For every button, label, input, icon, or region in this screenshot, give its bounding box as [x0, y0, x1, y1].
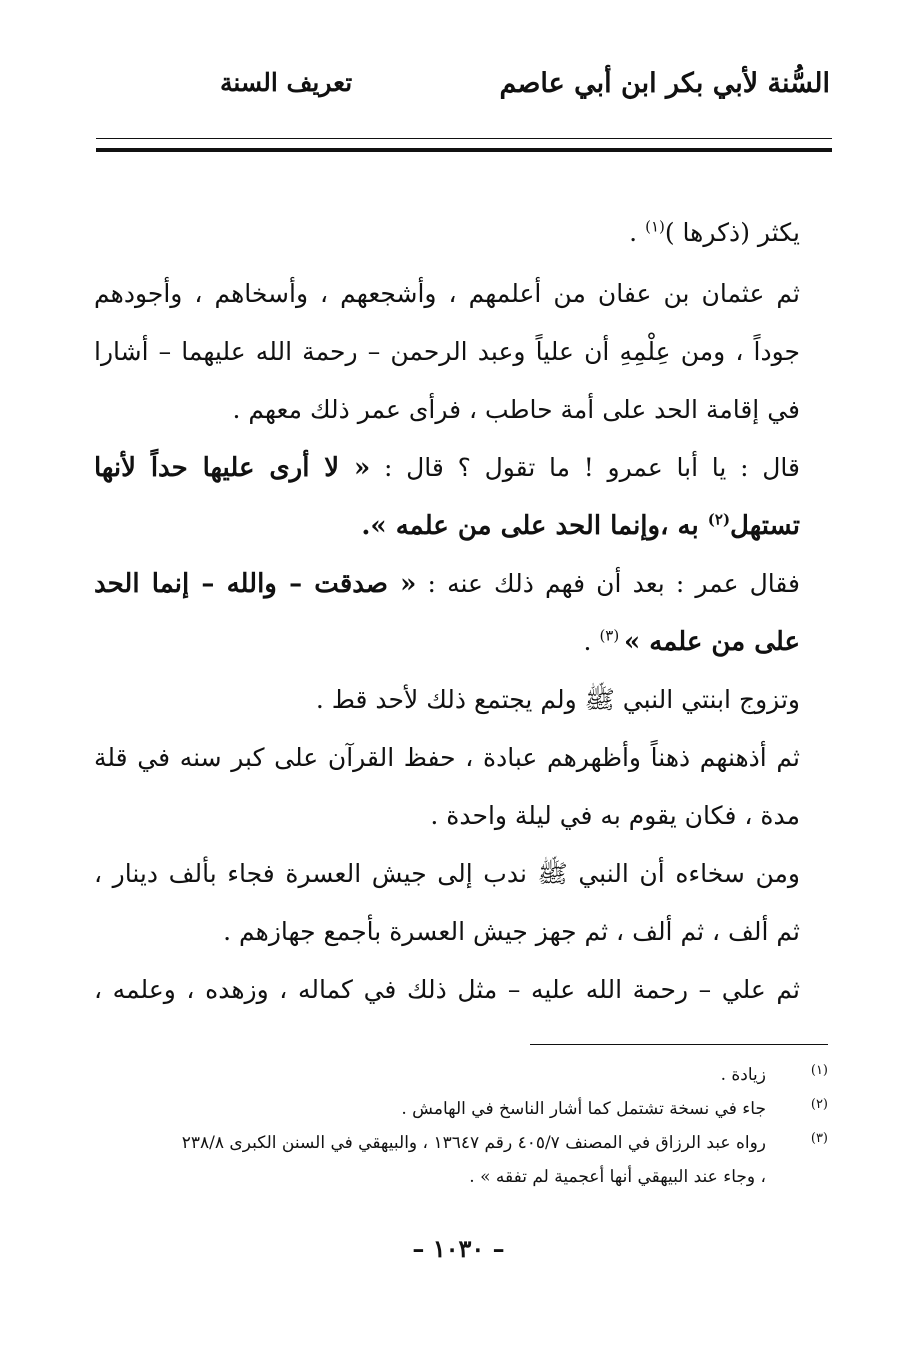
quote-bold: « لا أرى عليها حداً لأنها [94, 453, 371, 483]
footnote-ref-1: (١) [645, 217, 665, 236]
footnote-separator [530, 1044, 828, 1045]
text-line-10: ثم أذهنهم ذهناً وأظهرهم عبادة ، حفظ القرآن على كبر سنه في قلة [94, 743, 800, 772]
footnote-number: (٢) [810, 1097, 828, 1112]
text-line-12: ومن سخاءه أن النبي ﷺ ندب إلى جيش العسرة فجاء بألف دينار ، [94, 859, 800, 888]
chapter-title: تعريف السنة [220, 68, 353, 97]
quote-bold: « صدقت – والله – إنما الحد [94, 569, 417, 599]
text-line-1: يكثر (ذكرها )$^{(١)}$ . [629, 217, 800, 247]
footnote-ref-2: (٢) [707, 510, 731, 529]
text-line-8: على من علمه » $^{(٣)}$ . [583, 626, 800, 657]
footnote-1 [92, 1058, 832, 1092]
header-rule-thick [96, 148, 832, 152]
text-line-2: ثم عثمان بن عفان من أعلمهم ، وأشجعهم ، وأسخاهم ، وأجودهم [94, 279, 800, 308]
footnote-text: رواه عبد الرزاق في المصنف ٤٠٥/٧ رقم ١٣٦٤٧ ، والبيهقي في السنن الكبرى ٢٣٨/٨ [181, 1133, 766, 1153]
footnote-text: جاء في نسخة تشتمل كما أشار الناسخ في الهامش . [401, 1099, 766, 1119]
text-line-13: ثم ألف ، ثم ألف ، ثم جهز جيش العسرة بأجمع جهازهم . [223, 917, 800, 946]
text-line-11: مدة ، فكان يقوم به في ليلة واحدة . [430, 801, 800, 830]
text-line-3: جوداً ، ومن عِلْمِهِ أن علياً وعبد الرحمن – رحمة الله عليهما – أشارا [94, 337, 800, 366]
text-line-7: فقال عمر : بعد أن فهم ذلك عنه : « صدقت – والله – إنما الحد [94, 569, 800, 599]
text-line-5: قال : يا أبا عمرو ! ما تقول ؟ قال : « لا أرى عليها حداً لأنها [94, 453, 800, 483]
text-line-9: وتزوج ابنتي النبي ﷺ ولم يجتمع ذلك لأحد قط . [315, 685, 800, 714]
footnote-text-continued: ، وجاء عند البيهقي أنها أعجمية لم تفقه » . [469, 1167, 766, 1187]
footnote-ref-3: (٣) [599, 626, 624, 645]
footnote-3 [92, 1126, 832, 1194]
running-header [90, 68, 830, 112]
footnote-number: (٣) [810, 1131, 828, 1146]
footnote-2 [92, 1092, 832, 1126]
main-text [94, 204, 800, 1019]
text-line-6: تستهل$^{(٢)}$ به ،وإنما الحد على من علمه ». [361, 510, 800, 541]
text-line-14: ثم علي – رحمة الله عليه – مثل ذلك في كماله ، وزهده ، وعلمه ، [94, 975, 800, 1004]
footnote-text: زيادة . [720, 1065, 766, 1085]
book-title: السُّنة لأبي بكر ابن أبي عاصم [499, 68, 830, 99]
footnote-number: (١) [810, 1063, 828, 1078]
footnotes [92, 1058, 832, 1194]
header-rule-thin [96, 138, 832, 139]
text-line-4: في إقامة الحد على أمة حاطب ، فرأى عمر ذلك معهم . [232, 395, 800, 424]
page-number: – ١٠٣٠ – [412, 1234, 505, 1263]
